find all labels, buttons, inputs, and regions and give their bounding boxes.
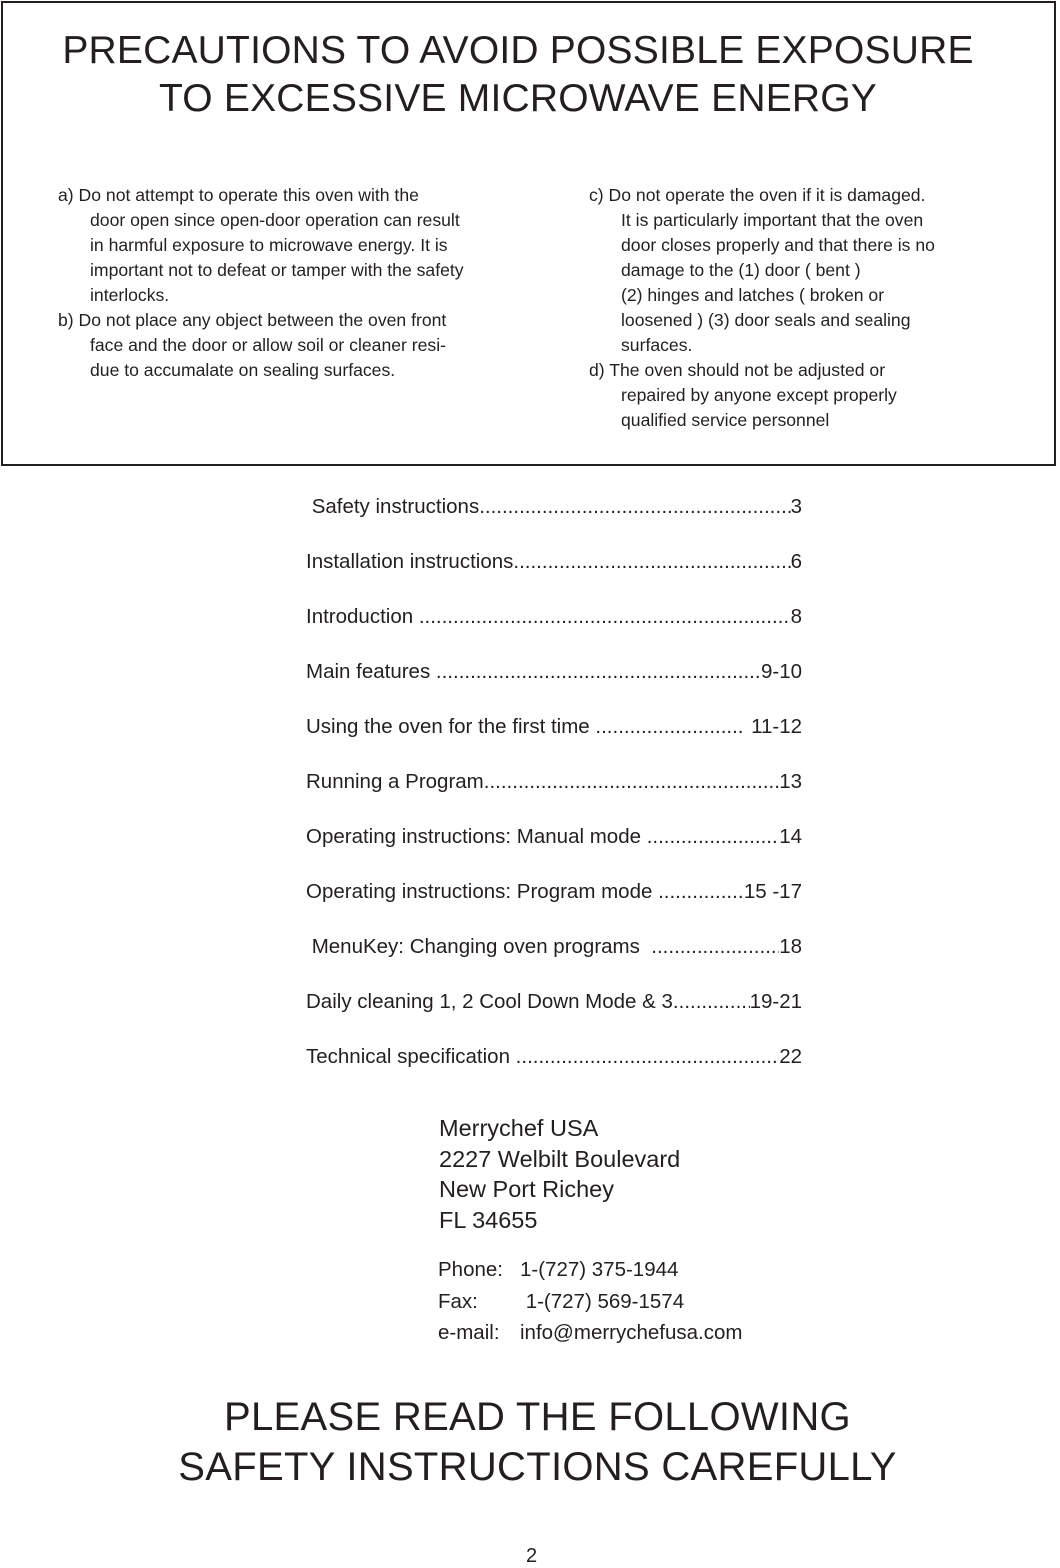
toc-entry-title: Daily cleaning 1, 2 Cool Down Mode & 3 <box>306 990 673 1013</box>
fax-line <box>438 1286 742 1318</box>
email-label: e-mail: <box>438 1321 500 1344</box>
toc-entry[interactable] <box>306 550 802 605</box>
toc-entry[interactable] <box>306 715 802 770</box>
precautions-title-line-1: PRECAUTIONS TO AVOID POSSIBLE EXPOSURE <box>62 29 974 72</box>
email-address[interactable]: info@merrychefusa.com <box>520 1321 743 1344</box>
precaution-line: repaired by anyone except properly <box>621 385 897 405</box>
toc-entry-page: 13 <box>779 770 802 793</box>
phone-line <box>438 1254 742 1286</box>
precaution-line: in harmful exposure to microwave energy. It is <box>90 235 448 255</box>
toc-entry-title: Safety instructions <box>306 495 480 518</box>
precautions-box <box>1 1 1056 466</box>
table-of-contents <box>306 495 802 1100</box>
toc-entry-page: 8 <box>790 605 802 628</box>
precaution-line: (2) hinges and latches ( broken or <box>621 285 885 305</box>
toc-entry[interactable] <box>306 495 802 550</box>
precaution-label: b) <box>58 310 74 330</box>
precautions-column-right <box>589 183 1019 433</box>
address-block <box>439 1113 680 1235</box>
toc-dot-leader <box>658 880 744 904</box>
precaution-item-c <box>589 183 1019 358</box>
precaution-label: a) <box>58 185 74 205</box>
precaution-item-d <box>589 358 1019 433</box>
toc-entry-title: Introduction <box>306 605 419 628</box>
toc-entry[interactable] <box>306 990 802 1045</box>
toc-entry-page: 22 <box>779 1045 802 1068</box>
precaution-item-b <box>58 308 548 383</box>
toc-entry[interactable] <box>306 825 802 880</box>
precaution-line: due to accumalate on sealing surfaces. <box>90 360 396 380</box>
toc-entry-title: Using the oven for the first time <box>306 715 596 738</box>
toc-entry-page: 3 <box>790 495 802 518</box>
toc-entry-title: Main features <box>306 660 436 683</box>
precaution-line: Do not place any object between the oven front <box>78 310 447 330</box>
precautions-title <box>3 27 1033 123</box>
company-name: Merrychef USA <box>439 1115 599 1141</box>
toc-entry[interactable] <box>306 605 802 660</box>
precaution-line: It is particularly important that the oven <box>621 210 924 230</box>
precaution-line: loosened ) (3) door seals and sealing <box>621 310 911 330</box>
toc-dot-leader <box>651 935 779 959</box>
precaution-line: important not to defeat or tamper with the safety <box>90 260 464 280</box>
phone-label: Phone: <box>438 1258 503 1281</box>
toc-dot-leader <box>516 1045 780 1069</box>
toc-entry-page: 9-10 <box>760 660 802 683</box>
toc-entry[interactable] <box>306 660 802 715</box>
state-zip: FL 34655 <box>439 1206 538 1233</box>
precaution-line: door closes properly and that there is no <box>621 235 935 255</box>
city: New Port Richey <box>439 1176 614 1202</box>
precaution-line: The oven should not be adjusted or <box>609 360 886 380</box>
fax-number: 1-(727) 569-1574 <box>520 1289 685 1313</box>
precaution-line: qualified service personnel <box>621 410 830 430</box>
phone-number: 1-(727) 375-1944 <box>520 1258 679 1281</box>
toc-entry-title: Installation instructions <box>306 550 514 573</box>
toc-dot-leader <box>484 770 779 794</box>
toc-entry-page: 19-21 <box>749 990 802 1013</box>
toc-entry-title: Technical specification <box>306 1045 516 1068</box>
closing-line-1: PLEASE READ THE FOLLOWING <box>224 1395 851 1439</box>
contact-block <box>438 1254 742 1349</box>
precaution-line: Do not attempt to operate this oven with the <box>78 185 419 205</box>
toc-entry-title: Running a Program <box>306 770 484 793</box>
precaution-line: surfaces. <box>621 335 693 355</box>
precautions-title-line-2: TO EXCESSIVE MICROWAVE ENERGY <box>158 77 878 120</box>
toc-entry-title: Operating instructions: Manual mode <box>306 825 647 848</box>
precaution-label: d) <box>589 360 605 380</box>
fax-label: Fax: <box>438 1289 478 1313</box>
closing-heading <box>0 1392 1060 1492</box>
precaution-line: Do not operate the oven if it is damaged. <box>608 185 926 205</box>
street-address: 2227 Welbilt Boulevard <box>439 1145 681 1172</box>
toc-entry-title: Operating instructions: Program mode <box>306 880 659 903</box>
toc-dot-leader <box>595 715 745 739</box>
toc-entry-page: 11-12 <box>745 715 802 738</box>
toc-entry-title: MenuKey: Changing oven programs <box>306 935 652 958</box>
precaution-item-a <box>58 183 548 308</box>
closing-line-2: SAFETY INSTRUCTIONS CAREFULLY <box>178 1445 897 1489</box>
toc-entry[interactable] <box>306 1045 802 1100</box>
precaution-line: damage to the (1) door ( bent ) <box>621 260 861 280</box>
toc-dot-leader <box>673 990 750 1014</box>
precaution-label: c) <box>589 185 604 205</box>
email-line <box>438 1317 742 1349</box>
precautions-column-left <box>58 183 548 383</box>
toc-entry-page: 18 <box>779 935 802 958</box>
toc-entry-page: 15 -17 <box>743 880 802 903</box>
page-number: 2 <box>525 1545 538 1567</box>
toc-dot-leader <box>479 495 790 519</box>
toc-dot-leader <box>647 825 779 849</box>
toc-entry[interactable] <box>306 880 802 935</box>
toc-entry-page: 14 <box>779 825 802 848</box>
precaution-line: interlocks. <box>90 285 170 305</box>
toc-entry[interactable] <box>306 770 802 825</box>
toc-entry[interactable] <box>306 935 802 990</box>
toc-dot-leader <box>419 605 791 629</box>
toc-dot-leader <box>513 550 790 574</box>
toc-dot-leader <box>436 660 761 684</box>
toc-entry-page: 6 <box>790 550 802 573</box>
precaution-line: face and the door or allow soil or cleaner resi- <box>90 335 446 355</box>
precaution-line: door open since open-door operation can result <box>90 210 460 230</box>
